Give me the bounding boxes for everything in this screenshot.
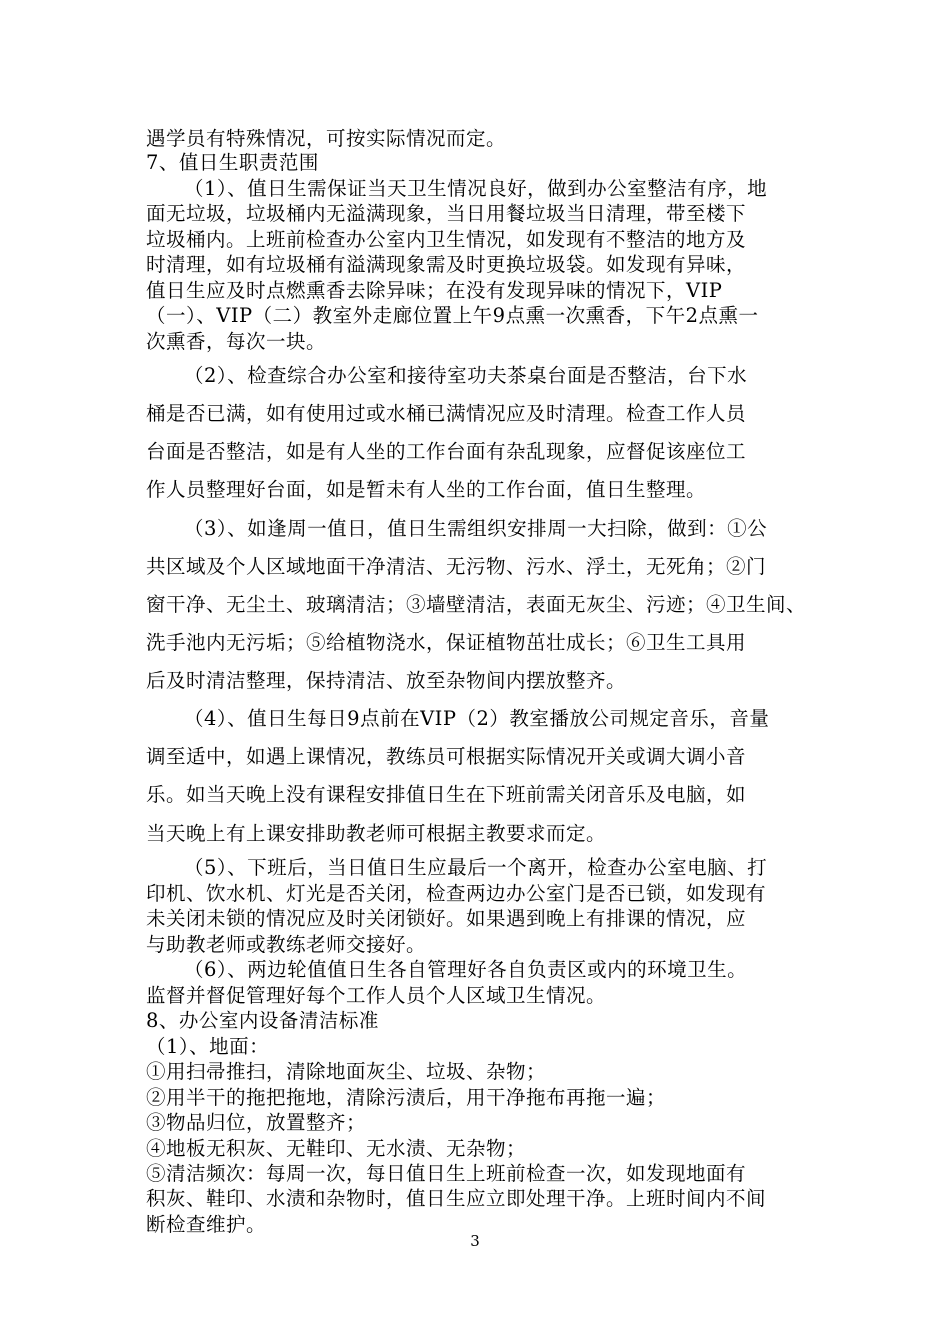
list-item: ⑤清洁频次：每周一次，每日值日生上班前检查一次，如发现地面有	[146, 1162, 747, 1185]
text-line: 共区域及个人区域地面干净清洁、无污物、污水、浮土，无死角；②门	[146, 555, 767, 578]
text-line: 作人员整理好台面，如是暂未有人坐的工作台面，值日生整理。	[146, 478, 707, 501]
text-line: （4）、值日生每日9点前在VIP（2）教室播放公司规定音乐，音量	[184, 707, 770, 730]
text-line: （1）、地面：	[146, 1035, 270, 1058]
text-line: 后及时清洁整理，保持清洁、放至杂物间内摆放整齐。	[146, 669, 627, 692]
text-line: 洗手池内无污垢；⑤给植物浇水，保证植物茁壮成长；⑥卫生工具用	[146, 631, 747, 654]
list-item: ①用扫帚推扫，清除地面灰尘、垃圾、杂物；	[146, 1060, 547, 1083]
text-line: （一）、VIP（二）教室外走廊位置上午9点熏一次熏香，下午2点熏一	[146, 304, 759, 327]
text-line: 桶是否已满，如有使用过或水桶已满情况应及时清理。检查工作人员	[146, 402, 747, 425]
text-line: 垃圾桶内。上班前检查办公室内卫生情况，如发现有不整洁的地方及	[146, 228, 747, 251]
text-line: （2）、检查综合办公室和接待室功夫茶桌台面是否整洁，台下水	[184, 364, 748, 387]
text-line: 未关闭未锁的情况应及时关闭锁好。如果遇到晚上有排课的情况，应	[146, 907, 747, 930]
section-heading: 7、值日生职责范围	[146, 151, 319, 174]
text-line: （5）、下班后，当日值日生应最后一个离开，检查办公室电脑、打	[184, 856, 768, 879]
list-item: ②用半干的拖把拖地，清除污渍后，用干净拖布再拖一遍；	[146, 1086, 667, 1109]
text-line: 值日生应及时点燃熏香去除异味；在没有发现异味的情况下，VIP	[146, 279, 723, 302]
list-item: ③物品归位，放置整齐；	[146, 1111, 367, 1134]
text-line: 断检查维护。	[146, 1213, 267, 1236]
text-line: 积灰、鞋印、水渍和杂物时，值日生应立即处理干净。上班时间内不间	[146, 1187, 767, 1210]
page-number: 3	[470, 1232, 480, 1250]
text-line: 次熏香，每次一块。	[146, 330, 327, 353]
text-line: 监督并督促管理好每个工作人员个人区域卫生情况。	[146, 984, 607, 1007]
text-line: （3）、如逢周一值日，值日生需组织安排周一大扫除，做到：①公	[184, 517, 768, 540]
text-line: 面无垃圾，垃圾桶内无溢满现象，当日用餐垃圾当日清理，带至楼下	[146, 202, 747, 225]
text-line: （6）、两边轮值值日生各自管理好各自负责区或内的环境卫生。	[184, 958, 748, 981]
text-line: 时清理，如有垃圾桶有溢满现象需及时更换垃圾袋。如发现有异味，	[146, 253, 747, 276]
text-line: （1）、值日生需保证当天卫生情况良好，做到办公室整洁有序，地	[184, 177, 768, 200]
text-line: 调至适中，如遇上课情况，教练员可根据实际情况开关或调大调小音	[146, 745, 747, 768]
text-line: 乐。如当天晚上没有课程安排值日生在下班前需关闭音乐及电脑，如	[146, 783, 747, 806]
section-heading: 8、办公室内设备清洁标准	[146, 1009, 379, 1032]
text-line: 印机、饮水机、灯光是否关闭，检查两边办公室门是否已锁，如发现有	[146, 882, 767, 905]
text-line: 窗干净、无尘土、玻璃清洁；③墙壁清洁，表面无灰尘、污迹；④卫生间、	[146, 593, 807, 616]
text-line: 与助教老师或教练老师交接好。	[146, 933, 427, 956]
text-line: 当天晚上有上课安排助教老师可根据主教要求而定。	[146, 822, 607, 845]
list-item: ④地板无积灰、无鞋印、无水渍、无杂物；	[146, 1137, 527, 1160]
text-line: 台面是否整洁，如是有人坐的工作台面有杂乱现象，应督促该座位工	[146, 440, 747, 463]
text-line: 遇学员有特殊情况，可按实际情况而定。	[146, 127, 507, 150]
